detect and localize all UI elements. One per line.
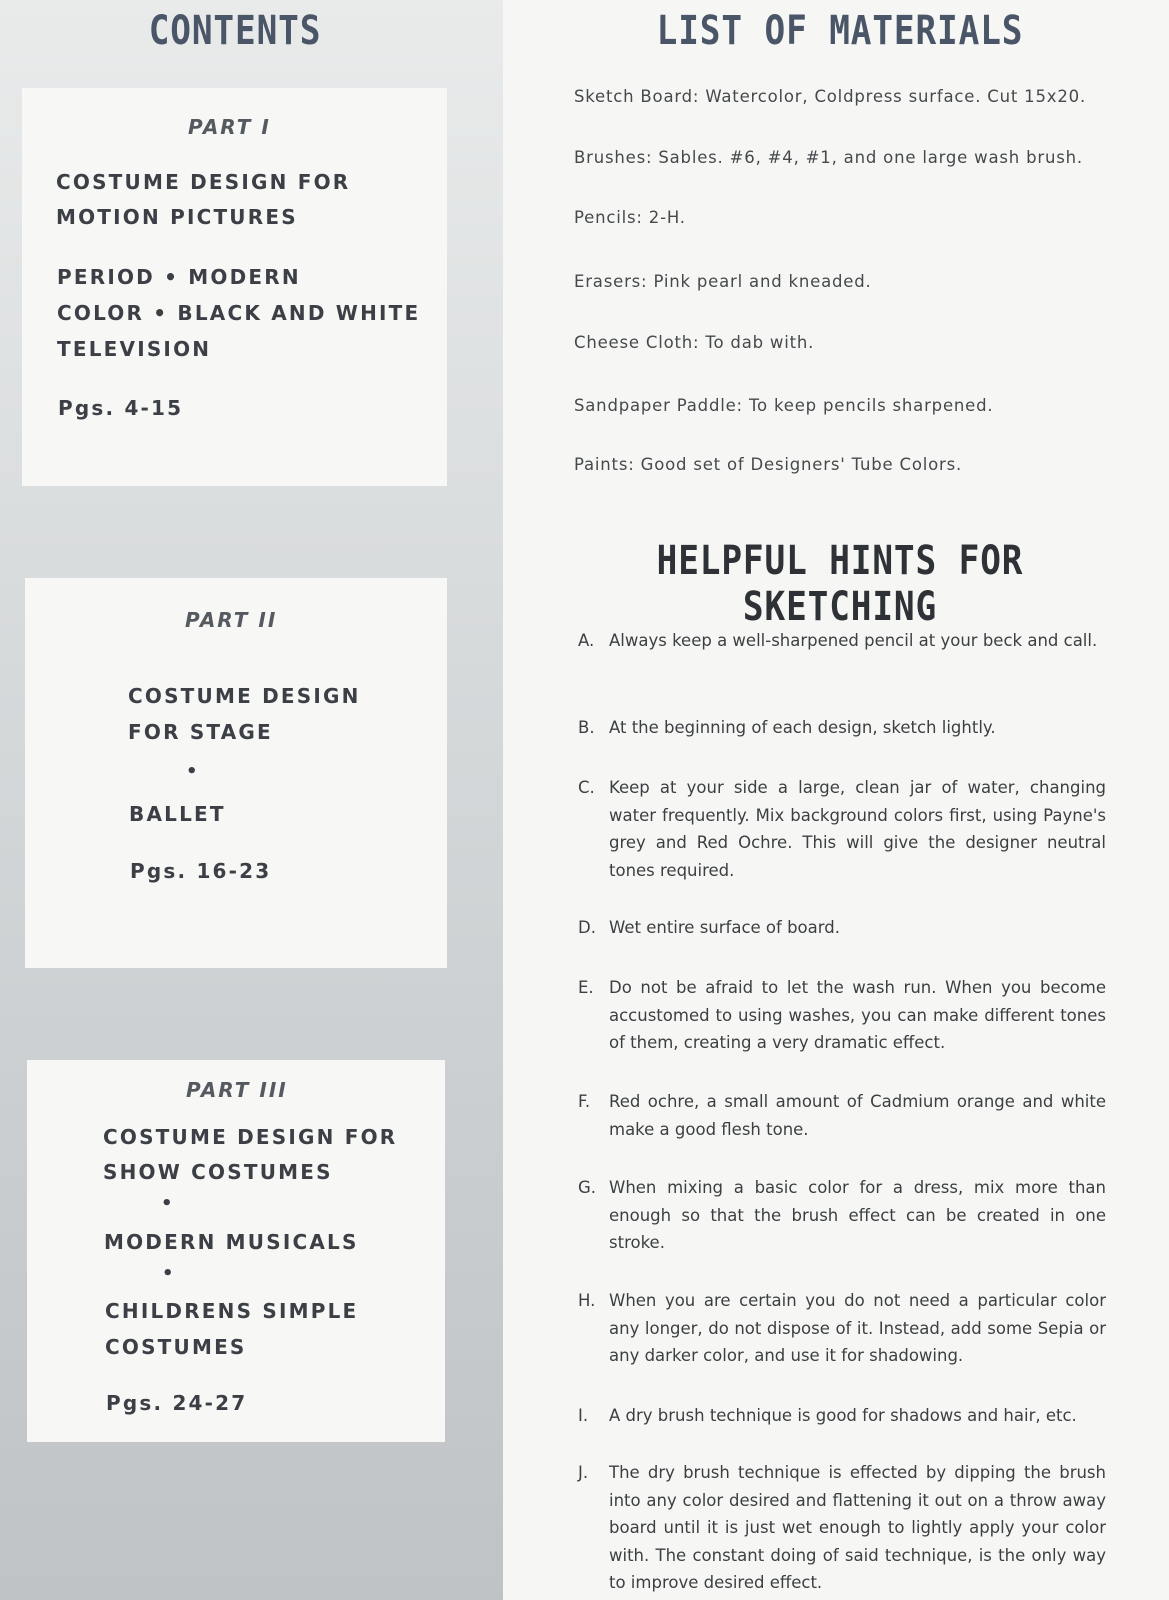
hint-letter: I.: [578, 1406, 589, 1425]
bullet: •: [161, 1193, 173, 1214]
part-label: PART I: [188, 115, 271, 139]
material-item: Sandpaper Paddle: To keep pencils sharpened.: [574, 396, 994, 415]
hint-text: Do not be afraid to let the wash run. When you become accustomed to using washes, you can make different tones of them, creating a very dramatic effect.: [609, 978, 1106, 1052]
contents-card-part-1: [22, 88, 447, 486]
hint-text: Wet entire surface of board.: [609, 918, 840, 937]
hint-item: [578, 774, 1106, 884]
hint-text: The dry brush technique is effected by dipping the brush into any color desired and flattening it out on a throw away board until it is just wet enough to lightly apply your color with. The constant doing of said technique, is the only way to improve desired effect.: [609, 1463, 1106, 1592]
card-line: FOR STAGE: [128, 720, 273, 744]
material-item: Brushes: Sables. #6, #4, #1, and one large wash brush.: [574, 148, 1083, 167]
hint-text: Red ochre, a small amount of Cadmium orange and white make a good flesh tone.: [609, 1092, 1106, 1139]
hint-item: [578, 914, 1106, 942]
hint-letter: G.: [578, 1178, 597, 1197]
hint-item: [578, 1459, 1106, 1597]
hint-item: [578, 1174, 1106, 1257]
bullet: •: [162, 1263, 174, 1284]
card-line: BALLET: [129, 802, 226, 826]
material-item: Erasers: Pink pearl and kneaded.: [574, 272, 872, 291]
hint-text: A dry brush technique is good for shadows and hair, etc.: [609, 1406, 1077, 1425]
hint-letter: F.: [578, 1092, 591, 1111]
card-line: COSTUME DESIGN FOR: [103, 1125, 398, 1149]
material-item: Sketch Board: Watercolor, Coldpress surface. Cut 15x20.: [574, 87, 1086, 106]
page-range: Pgs. 4-15: [58, 396, 184, 420]
page-range: Pgs. 16-23: [130, 859, 272, 883]
card-line: COLOR • BLACK AND WHITE: [57, 301, 421, 325]
card-line: COSTUMES: [105, 1335, 247, 1359]
material-item: Cheese Cloth: To dab with.: [574, 333, 815, 352]
hint-item: [578, 1402, 1106, 1430]
material-item: Pencils: 2-H.: [574, 208, 686, 227]
bullet: •: [186, 761, 198, 782]
hint-letter: H.: [578, 1291, 596, 1310]
page-range: Pgs. 24-27: [106, 1391, 248, 1415]
hint-item: [578, 974, 1106, 1057]
hint-letter: J.: [578, 1463, 589, 1482]
card-line: CHILDRENS SIMPLE: [105, 1299, 359, 1323]
part-label: PART II: [185, 608, 278, 632]
hint-text: At the beginning of each design, sketch lightly.: [609, 718, 996, 737]
hint-text: Keep at your side a large, clean jar of water, changing water frequently. Mix background colors first, using Payne's grey and Red Ochre. This will give the designer neutral tones required.: [609, 778, 1106, 880]
card-line: SHOW COSTUMES: [103, 1160, 333, 1184]
materials-title: LIST OF MATERIALS: [656, 8, 1024, 54]
hint-text: Always keep a well-sharpened pencil at your beck and call.: [609, 631, 1098, 650]
card-line: MOTION PICTURES: [56, 205, 298, 229]
card-line: COSTUME DESIGN: [128, 684, 361, 708]
hint-item: [578, 627, 1106, 655]
part-label: PART III: [186, 1078, 288, 1102]
card-line: TELEVISION: [57, 337, 212, 361]
hint-letter: D.: [578, 918, 596, 937]
hint-text: When mixing a basic color for a dress, mix more than enough so that the brush effect can be created in one stroke.: [609, 1178, 1106, 1252]
contents-card-part-3: [27, 1060, 445, 1442]
hint-text: When you are certain you do not need a particular color any longer, do not dispose of it. Instead, add some Sepia or any darker color, and use it for shadowing.: [609, 1291, 1106, 1365]
hint-letter: E.: [578, 978, 594, 997]
contents-title: CONTENTS: [148, 8, 322, 54]
contents-card-part-2: [25, 578, 447, 968]
card-line: COSTUME DESIGN FOR: [56, 170, 351, 194]
card-line: MODERN MUSICALS: [104, 1230, 359, 1254]
hint-letter: C.: [578, 778, 595, 797]
hint-item: [578, 1287, 1106, 1370]
hint-letter: A.: [578, 631, 595, 650]
card-line: PERIOD • MODERN: [57, 265, 301, 289]
hint-letter: B.: [578, 718, 595, 737]
hint-item: [578, 1088, 1106, 1143]
hints-title: HELPFUL HINTS FOR SKETCHING: [656, 538, 1024, 630]
hint-item: [578, 714, 1106, 742]
material-item: Paints: Good set of Designers' Tube Colors.: [574, 455, 963, 474]
